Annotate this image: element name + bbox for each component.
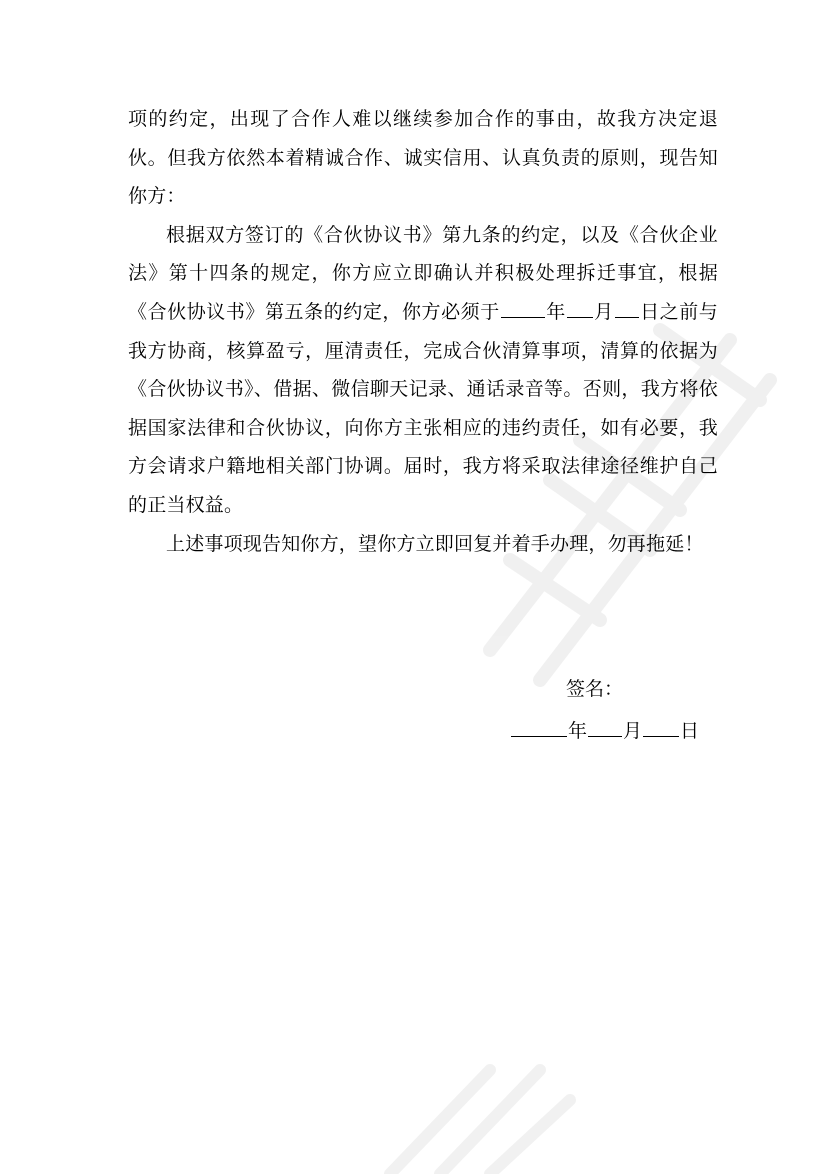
signature-month-blank — [588, 717, 622, 737]
paragraph-2-part2: 日之前与我方协商，核算盈亏，厘清责任，完成合伙清算事项，清算的依据为《合伙协议书》、借据、微信聊天记录、通话录音等。否则，我方将依据国家法律和合伙协议，向你方主张相应的违约责任，如有必要，我方会请求户籍地相关部门协调。届时，我方将采取法律途径维护自己的正当权益。 — [128, 300, 719, 516]
month-label: 月 — [593, 300, 614, 323]
paragraph-1: 项的约定，出现了合作人难以继续参加合作的事由，故我方决定退伙。但我方依然本着精诚合作、诚实信用、认真负责的原则，现告知你方： — [128, 108, 718, 208]
watermark-graphic-bottom — [370, 1010, 590, 1174]
year-blank — [501, 298, 545, 318]
signature-day-blank — [643, 717, 679, 737]
paragraph-3: 上述事项现告知你方，望你方立即回复并着手办理，勿再拖延！ — [166, 532, 704, 555]
year-label: 年 — [545, 300, 566, 323]
paragraph-2 — [128, 216, 718, 525]
signature-date — [510, 716, 699, 743]
month-blank — [567, 298, 593, 318]
day-blank — [615, 298, 639, 318]
signature-year-label: 年 — [568, 720, 588, 742]
signature-year-blank — [511, 717, 567, 737]
letter-body — [128, 100, 718, 563]
signature-day-label: 日 — [680, 720, 700, 742]
signature-month-label: 月 — [623, 720, 643, 742]
paragraph-2-part1: 根据双方签订的《合伙协议书》第九条的约定，以及《合伙企业法》第十四条的规定，你方应立即确认并积极处理拆迁事宜，根据《合伙协议书》第五条的约定，你方必须于 — [128, 223, 718, 323]
signature-label: 签名： — [566, 678, 624, 700]
